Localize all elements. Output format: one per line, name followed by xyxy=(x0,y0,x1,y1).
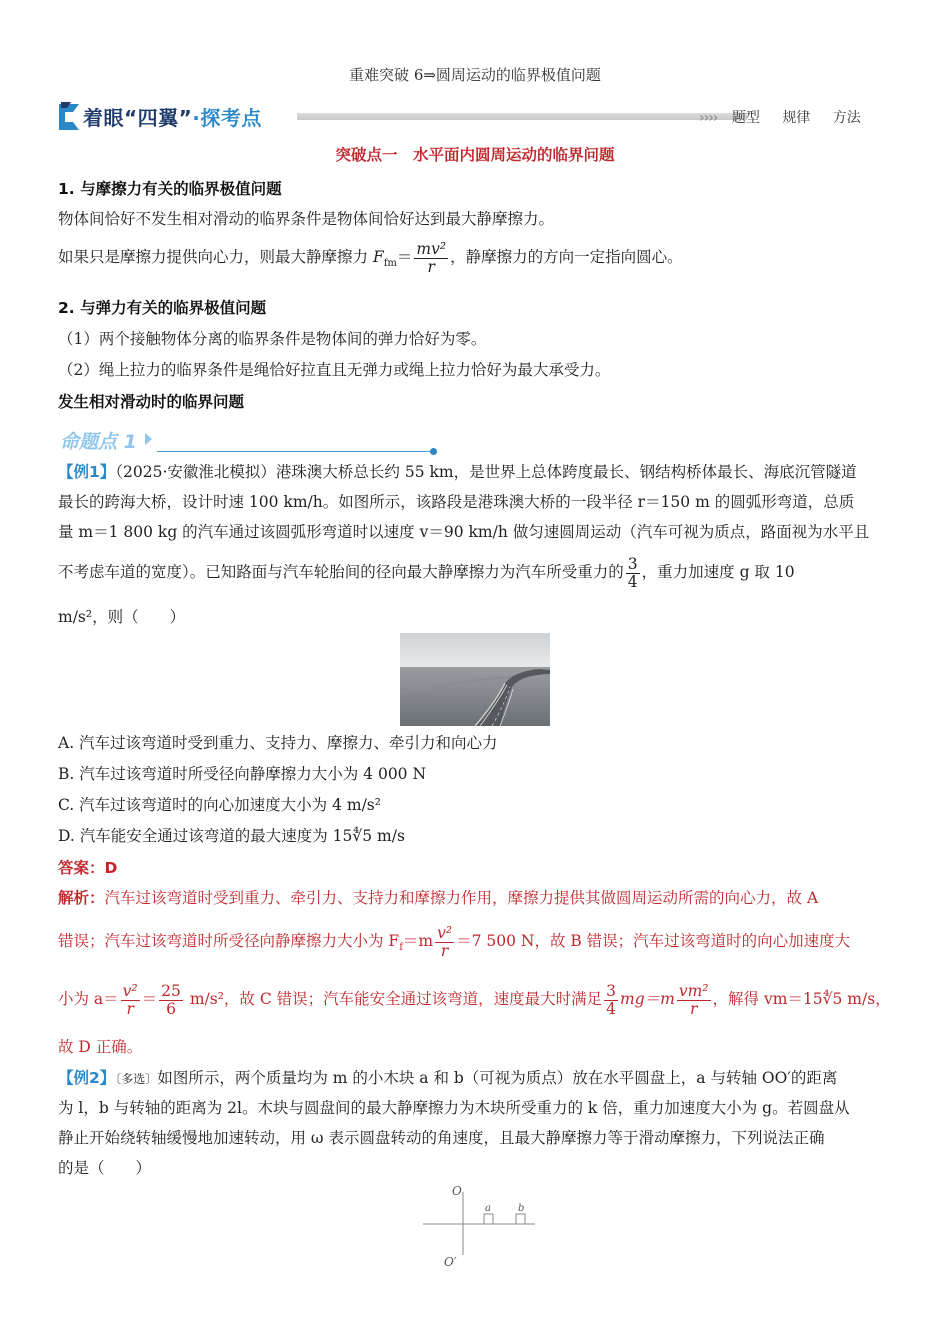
triangle-icon xyxy=(145,433,152,445)
point1-line2: 如果只是摩擦力提供向心力，则最大静摩擦力 $F_{fm}=$ $\frac{\text{mv²}}{r}$ ，静摩擦力的方向一定指向圆心。 xyxy=(58,240,683,276)
option-b: B. 汽车过该弯道时所受径向静摩擦力大小为 4 000 N xyxy=(58,765,427,783)
banner-divider xyxy=(297,113,747,120)
formula-fraction: $\frac{\text{mv²}}{r}$ xyxy=(416,240,447,276)
page-title: 重难突破 6⇒圆周运动的临界极值问题 xyxy=(349,66,601,84)
bridge-photo xyxy=(400,633,550,726)
tag-method: 方法 xyxy=(832,110,861,126)
example1-line4: 不考虑车道的宽度）。已知路面与汽车轮胎间的径向最大静摩擦力为汽车所受重力的 $\frac{3}{4}$ ，重力加速度 g 取 10 xyxy=(58,555,795,591)
example2-line3: 静止开始绕转轴缓慢地加速转动，用 ω 表示圆盘转动的角速度，且最大静摩擦力等于滑动摩擦力，下列说法正确 xyxy=(58,1129,825,1147)
block-a-label: a xyxy=(485,1203,491,1214)
example2-line1: 【例2】〔多选〕如图所示，两个质量均为 m 的小木块 a 和 b（可视为质点）放在水平圆盘上，a 与转轴 OO′的距离 xyxy=(58,1069,838,1087)
answer: 答案：D xyxy=(58,859,118,877)
subheading: 发生相对滑动时的临界问题 xyxy=(58,393,245,411)
example1-line3: 量 m＝1 800 kg 的汽车通过该圆弧形弯道时以速度 v＝90 km/h 做匀速圆周运动（汽车可视为质点，路面视为水平且 xyxy=(58,523,870,541)
option-d: D. 汽车能安全通过该弯道的最大速度为 15∜5 m/s xyxy=(58,827,405,845)
section-title: 突破点一 水平面内圆周运动的临界问题 xyxy=(335,146,615,164)
point2-item2: （2）绳上拉力的临界条件是绳恰好拉直且无弹力或绳上拉力恰好为最大承受力。 xyxy=(58,361,611,379)
tag-rule: 规律 xyxy=(782,110,811,126)
point2-item1: （1）两个接触物体分离的临界条件是物体间的弹力恰好为零。 xyxy=(58,330,487,348)
example2-line4: 的是（ ） xyxy=(58,1159,152,1177)
example1-line5: m/s²，则（ ） xyxy=(58,608,186,626)
proposition-label: 命题点 1 xyxy=(57,427,447,455)
example1-line1: 【例1】（2025·安徽淮北模拟）港珠澳大桥总长约 55 km，是世界上总体跨度最长、钢结构桥体最长、海底沉管隧道 xyxy=(58,463,857,481)
axis-top-label: O xyxy=(452,1184,462,1198)
block-b-label: b xyxy=(518,1203,525,1214)
example1-line2: 最长的跨海大桥，设计时速 100 km/h。如图所示，该路段是港珠澳大桥的一段半径 r＝150 m 的圆弧形弯道，总质 xyxy=(58,493,855,511)
point1-heading: 1. 与摩擦力有关的临界极值问题 xyxy=(58,180,282,198)
chevrons-icon: ›››› xyxy=(699,110,718,126)
example2-line2: 为 l，b 与转轴的距离为 2l。木块与圆盘间的最大静摩擦力为木块所受重力的 k 倍，重力加速度大小为 g。若圆盘从 xyxy=(58,1099,850,1117)
example1-tag: 【例1】 xyxy=(58,463,116,481)
example2-tag: 【例2】 xyxy=(58,1069,116,1087)
tag-type: 题型 xyxy=(731,110,760,126)
dot-icon xyxy=(430,448,437,455)
option-c: C. 汽车过该弯道时的向心加速度大小为 4 m/s² xyxy=(58,796,381,814)
option-a: A. 汽车过该弯道时受到重力、支持力、摩擦力、牵引力和向心力 xyxy=(58,734,498,752)
point2-heading: 2. 与弹力有关的临界极值问题 xyxy=(58,299,267,317)
banner-tags xyxy=(699,107,861,127)
section-banner xyxy=(57,100,897,134)
analysis-line1: 解析：汽车过该弯道时受到重力、牵引力、支持力和摩擦力作用，摩擦力提供其做圆周运动所需的向心力，故 A xyxy=(58,889,819,907)
turntable-diagram xyxy=(420,1180,540,1275)
analysis-line2: 错误；汽车过该弯道时所受径向静摩擦力大小为 $F_f=m$ $\frac{\text{v²}}{r}$ ＝7 500 N，故 B 错误；汽车过该弯道时的向心加速度大 xyxy=(58,924,851,960)
banner-title: 着眼“四翼”·探考点 xyxy=(83,106,262,130)
point1-line1: 物体间恰好不发生相对滑动的临界条件是物体间恰好达到最大静摩擦力。 xyxy=(58,210,555,228)
analysis-line4: 故 D 正确。 xyxy=(58,1038,143,1056)
axis-bottom-label: O′ xyxy=(444,1255,457,1269)
analysis-line3: 小为 a＝ $\frac{\text{v²}}{r}$ ＝ $\frac{25}{6}$ m/s²，故 C 错误；汽车能安全通过该弯道，速度最大时满足 $\frac{3}{4}$ mg＝m $\frac{\text{vm²}}{r}$ ，解得 vm＝15∜5 m/s， xyxy=(58,982,891,1018)
